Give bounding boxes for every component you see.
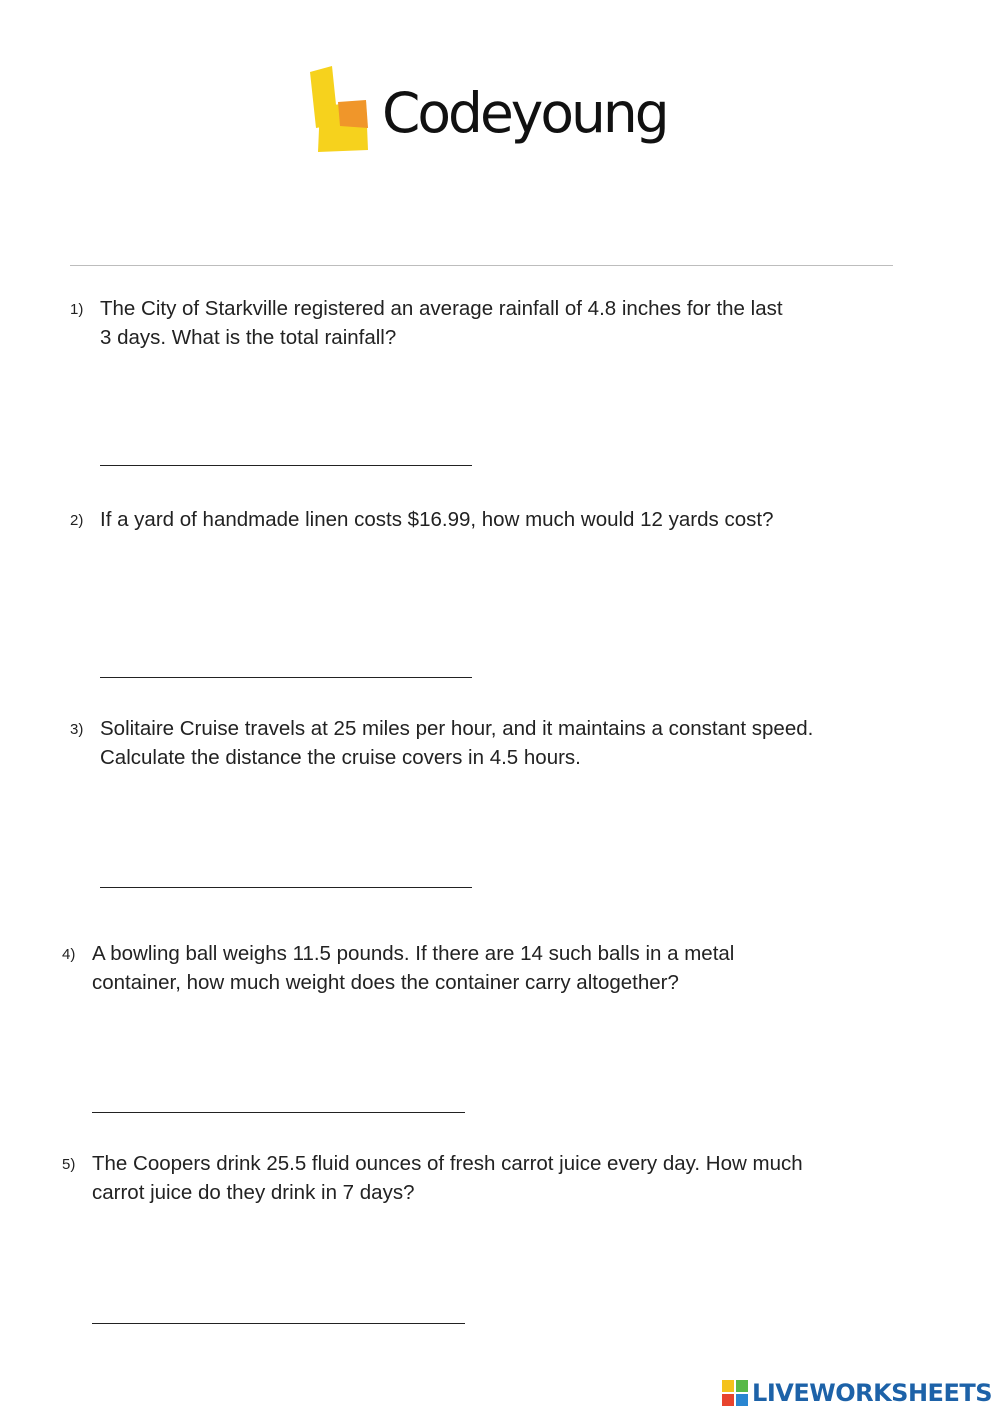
question-text: A bowling ball weighs 11.5 pounds. If there are 14 such balls in a metal container, how much weight does the container carry altogether?	[92, 942, 735, 994]
question-number: 1)	[70, 301, 84, 318]
answer-line-3[interactable]	[100, 887, 472, 888]
question-text: Solitaire Cruise travels at 25 miles per hour, and it maintains a constant speed. Calculate the distance the cruise covers in 4.5 hours.	[100, 717, 814, 769]
codeyoung-logo-icon	[308, 66, 372, 156]
answer-line-4[interactable]	[92, 1112, 465, 1113]
question-1	[70, 294, 783, 352]
brand-name: Codeyoung	[382, 81, 667, 145]
question-text: The City of Starkville registered an average rainfall of 4.8 inches for the last 3 days. What is the total rainfall?	[100, 297, 783, 349]
brand-logo	[308, 66, 667, 156]
liveworksheets-watermark	[722, 1379, 992, 1407]
question-number: 4)	[62, 946, 76, 963]
answer-line-1[interactable]	[100, 465, 472, 466]
question-5	[62, 1149, 803, 1207]
question-3	[70, 714, 813, 772]
question-number: 3)	[70, 721, 84, 738]
question-4	[62, 939, 734, 997]
question-text: If a yard of handmade linen costs $16.99, how much would 12 yards cost?	[100, 508, 774, 531]
answer-line-5[interactable]	[92, 1323, 465, 1324]
question-number: 5)	[62, 1156, 76, 1173]
watermark-text: LIVEWORKSHEETS	[752, 1379, 992, 1407]
question-text: The Coopers drink 25.5 fluid ounces of fresh carrot juice every day. How much carrot juice do they drink in 7 days?	[92, 1152, 803, 1204]
question-2	[70, 505, 773, 534]
answer-line-2[interactable]	[100, 677, 472, 678]
header-divider	[70, 265, 893, 266]
question-number: 2)	[70, 512, 84, 529]
liveworksheets-icon	[722, 1380, 748, 1406]
